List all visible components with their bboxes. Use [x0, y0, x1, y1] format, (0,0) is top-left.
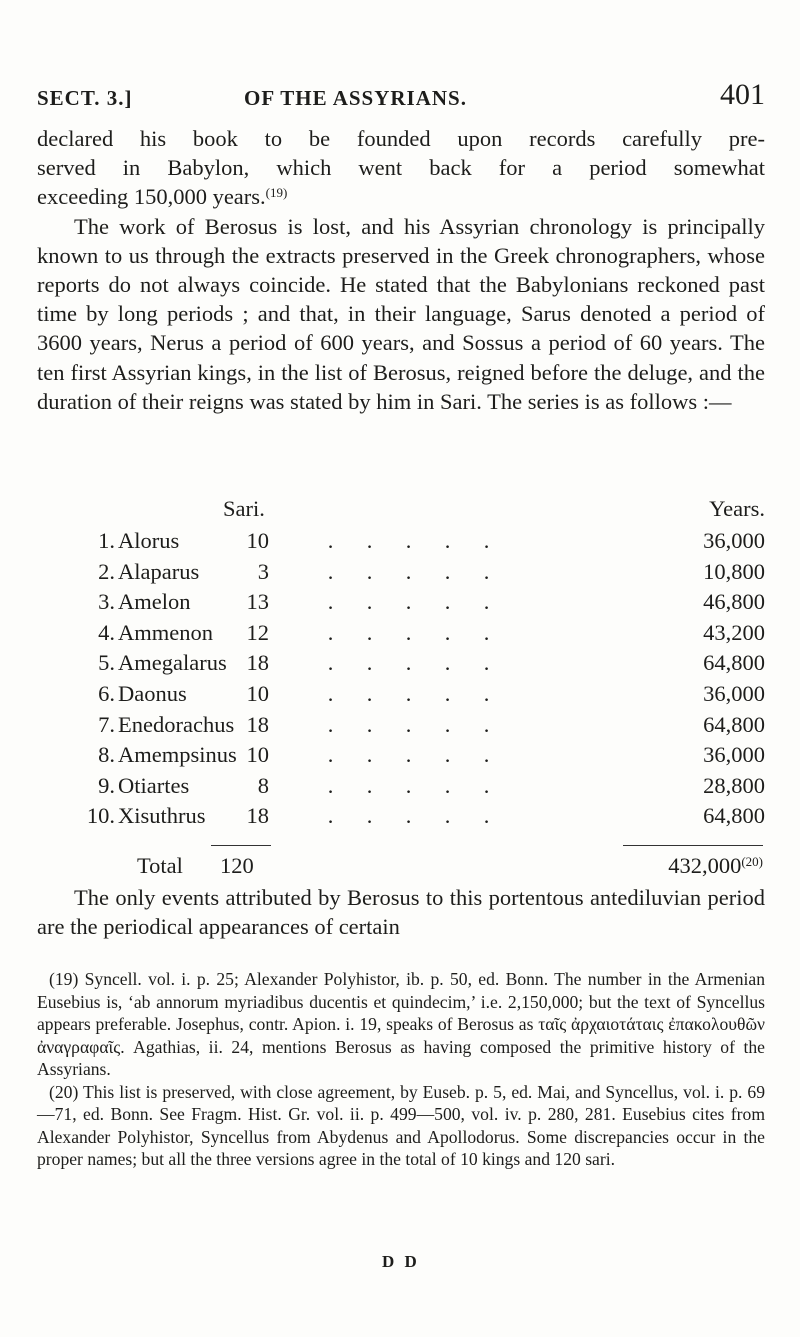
- leader-dot: .: [483, 772, 490, 798]
- row-years: 36,000: [703, 681, 765, 706]
- p1-line-3-text: exceeding 150,000 years.: [37, 184, 266, 210]
- leader-dot: .: [444, 650, 451, 676]
- leader-dot: .: [366, 711, 373, 737]
- leader-dot: .: [483, 528, 490, 553]
- leader-dot: .: [327, 681, 334, 706]
- row-years: 46,800: [703, 589, 765, 615]
- leader-dot: .: [327, 619, 334, 645]
- total-years: [668, 853, 763, 879]
- row-sari: 18: [246, 803, 269, 829]
- row-sari: 10: [246, 528, 269, 553]
- table-row: [37, 620, 765, 650]
- row-years: 64,800: [703, 803, 765, 829]
- leader-dot: .: [366, 681, 373, 706]
- king-name: Daonus: [118, 681, 187, 706]
- table-row: [37, 803, 765, 833]
- leader-dot: .: [444, 803, 451, 829]
- leader-dots: [311, 773, 506, 799]
- row-number: 2.: [98, 558, 115, 584]
- king-name: Amegalarus: [118, 650, 227, 676]
- table-row: [37, 712, 765, 742]
- king-name: Alorus: [118, 528, 180, 553]
- row-years: 64,800: [703, 650, 765, 676]
- leader-dot: .: [444, 589, 451, 615]
- leader-dot: .: [327, 650, 334, 676]
- paragraph-berosus: The work of Berosus is lost, and his Assyrian chronology is principally known to us through the extracts preserved in the Greek chronographers, whose reports do not always coincide. He stated that the Babylonians reckoned past time by long periods ; and that, in their language, Sarus denoted a period of 3600 years, Nerus a period of 600 years, and Sossus a period of 60 years. The ten first Assyrian kings, in the list of Berosus, reigned before the deluge, and the duration of their reigns was stated by him in Sari. The series is as follows :—: [37, 213, 765, 414]
- footnotes: [37, 968, 765, 1171]
- leader-dots: [311, 803, 506, 829]
- row-number: 3.: [98, 589, 115, 615]
- leader-dot: .: [327, 558, 334, 584]
- leader-dot: .: [405, 772, 412, 798]
- leader-dot: .: [366, 772, 373, 798]
- leader-dot: .: [327, 589, 334, 615]
- table-row: [37, 773, 765, 803]
- row-years: 43,200: [703, 619, 765, 645]
- leader-dot: .: [483, 650, 490, 676]
- leader-dots: [311, 620, 506, 646]
- years-total-rule: [623, 845, 763, 846]
- footnote-20: (20) This list is preserved, with close agreement, by Euseb. p. 5, ed. Mai, and Syncellus, vol. i. p. 69—71, ed. Bonn. See Fragm. Hist. Gr. vol. ii. p. 499—500, vol. iv. p. 280, 281. Eusebius cites from Alexander Polyhistor, Syncellus from Abydenus and Apollodorus. Some discrepancies occur in the proper names; but all the three versions agree in the total of 10 kings and 120 sari.: [37, 1081, 765, 1169]
- leader-dots: [311, 712, 506, 738]
- row-years: 10,800: [703, 558, 765, 584]
- leader-dot: .: [366, 650, 373, 676]
- leader-dot: .: [366, 528, 373, 553]
- leader-dot: .: [366, 589, 373, 615]
- row-number: 7.: [98, 711, 115, 737]
- running-title: OF THE ASSYRIANS.: [244, 86, 467, 110]
- row-sari: 3: [257, 558, 269, 584]
- row-years: 64,800: [703, 711, 765, 737]
- leader-dot: .: [327, 528, 334, 553]
- table-row: [37, 681, 765, 711]
- row-number: 4.: [98, 619, 115, 645]
- table-row: [37, 742, 765, 772]
- king-name: Ammenon: [118, 619, 213, 645]
- leader-dot: .: [444, 681, 451, 706]
- total-years-value: 432,000: [668, 853, 742, 878]
- row-sari: 10: [246, 681, 269, 706]
- row-number: 9.: [98, 772, 115, 798]
- p1-line-1: declared his book to be founded upon records carefully pre-: [37, 126, 765, 151]
- p1-line-3: [37, 182, 765, 211]
- leader-dot: .: [483, 589, 490, 615]
- leader-dot: .: [483, 711, 490, 737]
- page-number: 401: [720, 78, 765, 111]
- king-name: Enedorachus: [118, 711, 235, 737]
- leader-dots: [311, 650, 506, 676]
- leader-dot: .: [327, 772, 334, 798]
- leader-dot: .: [444, 772, 451, 798]
- leader-dot: .: [327, 711, 334, 737]
- leader-dot: .: [444, 711, 451, 737]
- king-name: Xisuthrus: [118, 803, 206, 829]
- row-sari: 10: [246, 742, 269, 768]
- table-row: [37, 528, 765, 558]
- section-label: SECT. 3.]: [37, 86, 133, 110]
- footnote-19: (19) Syncell. vol. i. p. 25; Alexander Polyhistor, ib. p. 50, ed. Bonn. The number in the Armenian Eusebius is, ‘ab annorum myriadibus ducentis et quindecim,’ i.e. 2,150,000; but the text of Syncellus appears preferable. Josephus, contr. Apion. i. 19, speaks of Berosus as ταῖς ἀρχαιοτάταις ἐπακολουθῶν ἀναγραφαῖς. Agathias, ii. 24, mentions Berosus as having composed the primitive history of the Assyrians.: [37, 969, 765, 1079]
- king-name: Alaparus: [118, 558, 200, 584]
- leader-dot: .: [444, 528, 451, 553]
- row-years: 36,000: [703, 528, 765, 553]
- leader-dots: [311, 681, 506, 707]
- leader-dot: .: [405, 528, 412, 553]
- column-header-sari: Sari.: [223, 496, 265, 521]
- row-sari: 13: [246, 589, 269, 615]
- row-sari: 18: [246, 650, 269, 676]
- leader-dot: .: [327, 742, 334, 768]
- leader-dots: [311, 559, 506, 585]
- leader-dot: .: [327, 803, 334, 829]
- leader-dot: .: [405, 742, 412, 768]
- leader-dot: .: [405, 803, 412, 829]
- leader-dot: .: [405, 711, 412, 737]
- leader-dot: .: [366, 619, 373, 645]
- paragraph-continued: [37, 124, 765, 416]
- page-header: [37, 78, 765, 118]
- row-sari: 12: [246, 619, 269, 645]
- leader-dots: [311, 589, 506, 615]
- leader-dot: .: [405, 681, 412, 706]
- leader-dot: .: [483, 558, 490, 584]
- king-name: Otiartes: [118, 772, 190, 798]
- row-number: 6.: [98, 681, 115, 706]
- table-row: [37, 589, 765, 619]
- leader-dot: .: [444, 742, 451, 768]
- leader-dot: .: [483, 681, 490, 706]
- table-row: [37, 650, 765, 680]
- leader-dot: .: [366, 558, 373, 584]
- footnote-ref-20: (20): [741, 854, 763, 869]
- row-number: 5.: [98, 650, 115, 676]
- leader-dot: .: [366, 803, 373, 829]
- leader-dot: .: [405, 558, 412, 584]
- row-number: 8.: [98, 742, 115, 768]
- column-header-years: Years.: [709, 496, 765, 521]
- king-name: Amempsinus: [118, 742, 237, 768]
- leader-dot: .: [483, 742, 490, 768]
- leader-dots: [311, 742, 506, 768]
- leader-dot: .: [483, 619, 490, 645]
- leader-dot: .: [405, 650, 412, 676]
- sari-total-rule: [211, 845, 271, 846]
- row-sari: 8: [257, 772, 269, 798]
- leader-dot: .: [444, 619, 451, 645]
- leader-dot: .: [405, 589, 412, 615]
- leader-dot: .: [483, 803, 490, 829]
- row-years: 28,800: [703, 772, 765, 798]
- total-label: Total: [137, 853, 183, 878]
- paragraph-antediluvian: The only events attributed by Berosus to this portentous antediluvian period are the periodical appearances of certain: [37, 885, 765, 940]
- row-number: 10.: [86, 803, 115, 829]
- leader-dots: [311, 528, 506, 554]
- king-name: Amelon: [118, 589, 191, 615]
- leader-dot: .: [366, 742, 373, 768]
- table-row: [37, 559, 765, 589]
- row-number: 1.: [98, 528, 115, 553]
- signature-mark: D D: [382, 1252, 420, 1271]
- p1-line-2: served in Babylon, which went back for a period somewhat: [37, 155, 765, 181]
- total-sari: 120: [220, 853, 254, 878]
- row-years: 36,000: [703, 742, 765, 768]
- footnote-ref-19: (19): [265, 185, 288, 201]
- leader-dot: .: [444, 558, 451, 584]
- leader-dot: .: [405, 619, 412, 645]
- row-sari: 18: [246, 711, 269, 737]
